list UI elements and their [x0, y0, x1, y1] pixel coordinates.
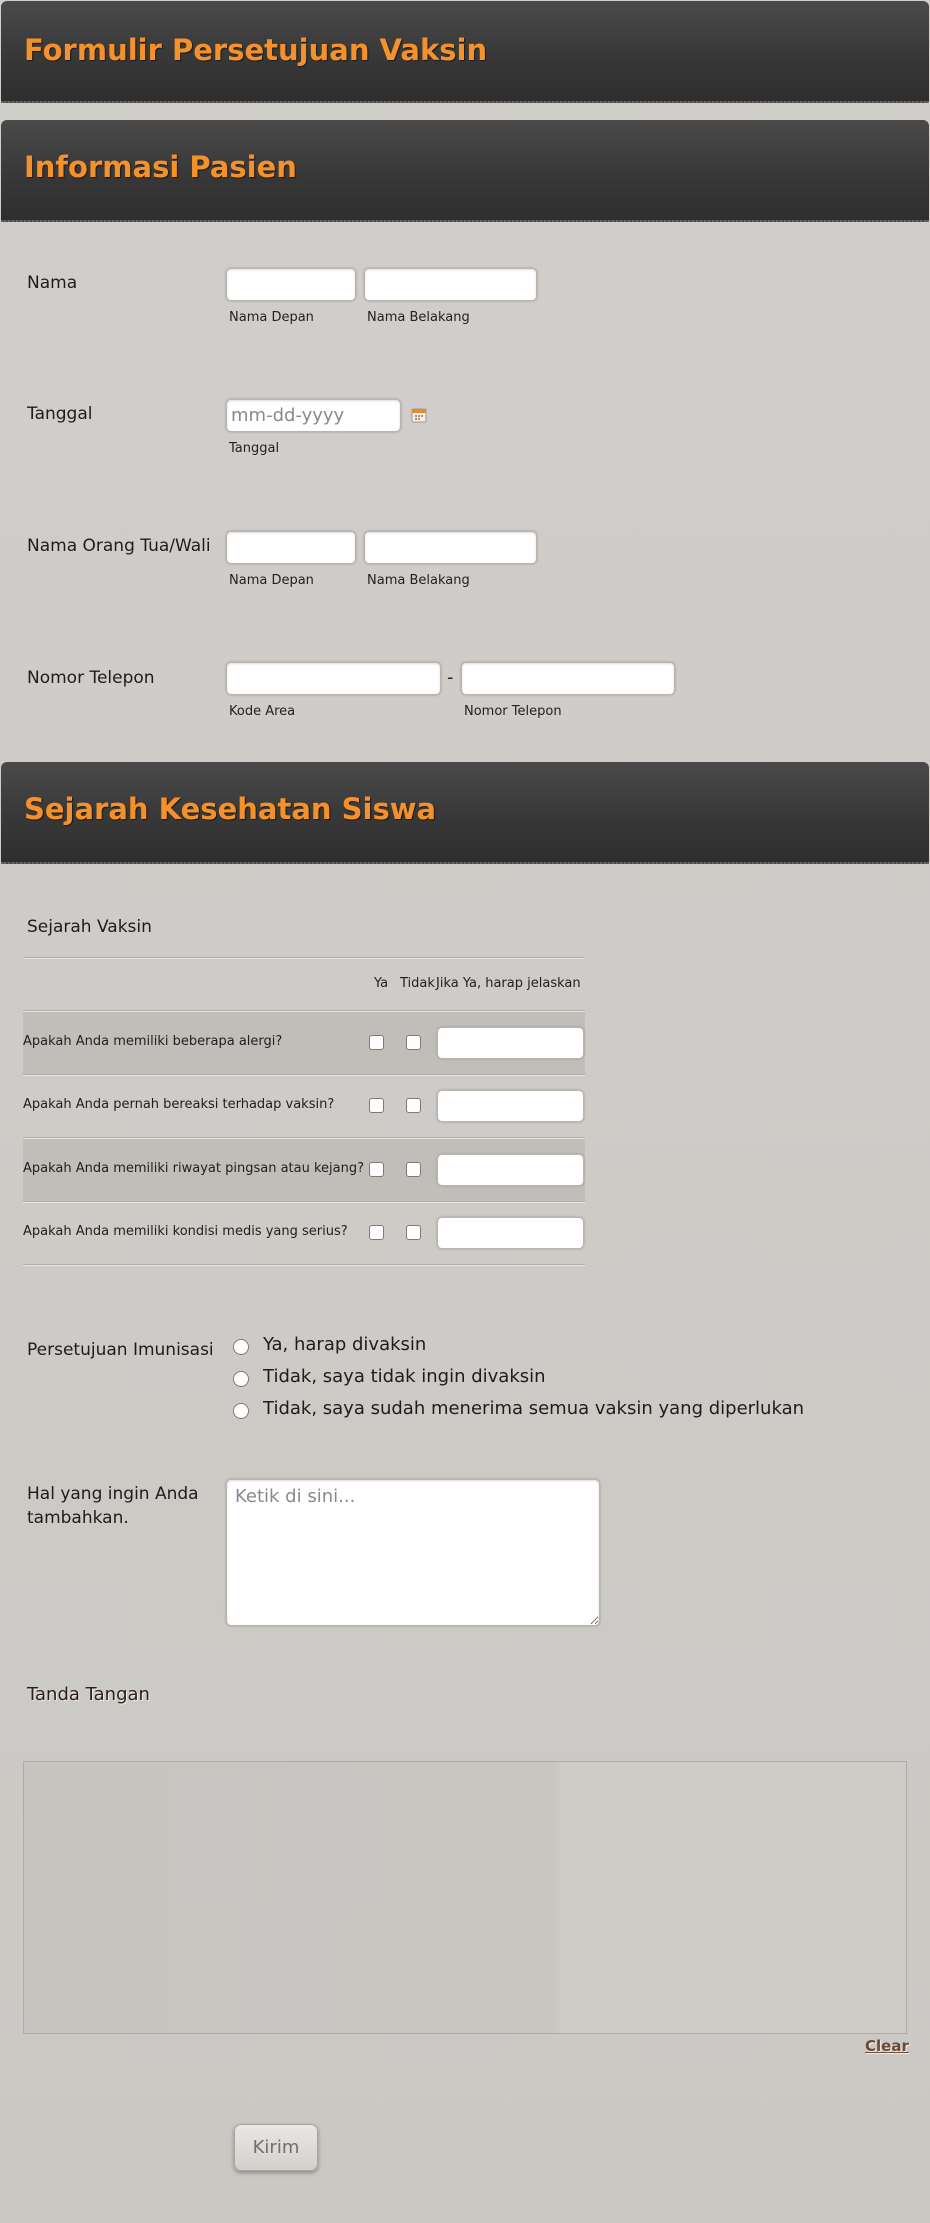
consent-yes-label[interactable]: Ya, harap divaksin	[263, 1334, 427, 1355]
guardian-last-name-sublabel: Nama Belakang	[367, 573, 470, 588]
fainting-explain-input[interactable]	[437, 1154, 584, 1186]
matrix-divider	[23, 1074, 585, 1075]
matrix-divider	[23, 1264, 585, 1265]
reaction-no-checkbox[interactable]	[406, 1098, 421, 1113]
name-label: Nama	[27, 273, 78, 293]
consent-label: Persetujuan Imunisasi	[27, 1340, 214, 1360]
phone-label: Nomor Telepon	[27, 668, 155, 688]
notes-label-line1: Hal yang ingin Anda	[27, 1484, 199, 1504]
last-name-sublabel: Nama Belakang	[367, 310, 470, 325]
guardian-label: Nama Orang Tua/Wali	[27, 536, 211, 556]
phone-number-input[interactable]	[461, 662, 675, 695]
section-title-health: Sejarah Kesehatan Siswa	[24, 792, 437, 826]
section-header-health	[1, 762, 929, 864]
matrix-divider	[23, 957, 585, 958]
calendar-icon[interactable]	[411, 407, 427, 423]
last-name-input[interactable]	[364, 268, 537, 301]
section-title-patient: Informasi Pasien	[24, 150, 297, 184]
reaction-yes-checkbox[interactable]	[369, 1098, 384, 1113]
consent-already-radio[interactable]	[233, 1403, 249, 1419]
signature-clear-link[interactable]: Clear	[865, 2037, 909, 2055]
first-name-sublabel: Nama Depan	[229, 310, 314, 325]
guardian-first-name-sublabel: Nama Depan	[229, 573, 314, 588]
matrix-divider	[23, 1201, 585, 1202]
notes-textarea[interactable]	[226, 1479, 600, 1626]
condition-yes-checkbox[interactable]	[369, 1225, 384, 1240]
matrix-question: Apakah Anda memiliki riwayat pingsan atau kejang?	[23, 1161, 365, 1176]
form-title: Formulir Persetujuan Vaksin	[24, 33, 488, 67]
condition-explain-input[interactable]	[437, 1217, 584, 1249]
allergy-explain-input[interactable]	[437, 1027, 584, 1059]
signature-label: Tanda Tangan	[27, 1684, 150, 1705]
submit-button[interactable]: Kirim	[234, 2124, 318, 2171]
first-name-input[interactable]	[226, 268, 356, 301]
signature-pad[interactable]	[23, 1761, 907, 2034]
matrix-question: Apakah Anda memiliki beberapa alergi?	[23, 1034, 283, 1049]
phone-number-sublabel: Nomor Telepon	[464, 704, 562, 719]
matrix-header-explain: Jika Ya, harap jelaskan	[436, 976, 581, 991]
fainting-yes-checkbox[interactable]	[369, 1162, 384, 1177]
matrix-question: Apakah Anda pernah bereaksi terhadap vaksin?	[23, 1097, 335, 1112]
fainting-no-checkbox[interactable]	[406, 1162, 421, 1177]
condition-no-checkbox[interactable]	[406, 1225, 421, 1240]
consent-already-label[interactable]: Tidak, saya sudah menerima semua vaksin yang diperlukan	[263, 1398, 805, 1419]
consent-no-radio[interactable]	[233, 1371, 249, 1387]
matrix-question: Apakah Anda memiliki kondisi medis yang serius?	[23, 1224, 348, 1239]
matrix-header-yes: Ya	[374, 976, 389, 991]
consent-yes-radio[interactable]	[233, 1339, 249, 1355]
date-sublabel: Tanggal	[229, 441, 280, 456]
area-code-sublabel: Kode Area	[229, 704, 296, 719]
matrix-divider	[23, 1137, 585, 1138]
matrix-header-no: Tidak	[400, 976, 435, 991]
area-code-input[interactable]	[226, 662, 441, 695]
notes-label-line2: tambahkan.	[27, 1508, 129, 1528]
form-title-header	[1, 1, 929, 103]
section-header-patient	[1, 120, 929, 222]
matrix-divider	[23, 1010, 585, 1011]
guardian-last-name-input[interactable]	[364, 531, 537, 564]
guardian-first-name-input[interactable]	[226, 531, 356, 564]
phone-separator: -	[447, 667, 454, 688]
consent-no-label[interactable]: Tidak, saya tidak ingin divaksin	[263, 1366, 546, 1387]
vaccine-history-label: Sejarah Vaksin	[27, 917, 152, 937]
date-input[interactable]	[226, 399, 401, 432]
reaction-explain-input[interactable]	[437, 1090, 584, 1122]
allergy-no-checkbox[interactable]	[406, 1035, 421, 1050]
allergy-yes-checkbox[interactable]	[369, 1035, 384, 1050]
date-label: Tanggal	[27, 404, 93, 424]
